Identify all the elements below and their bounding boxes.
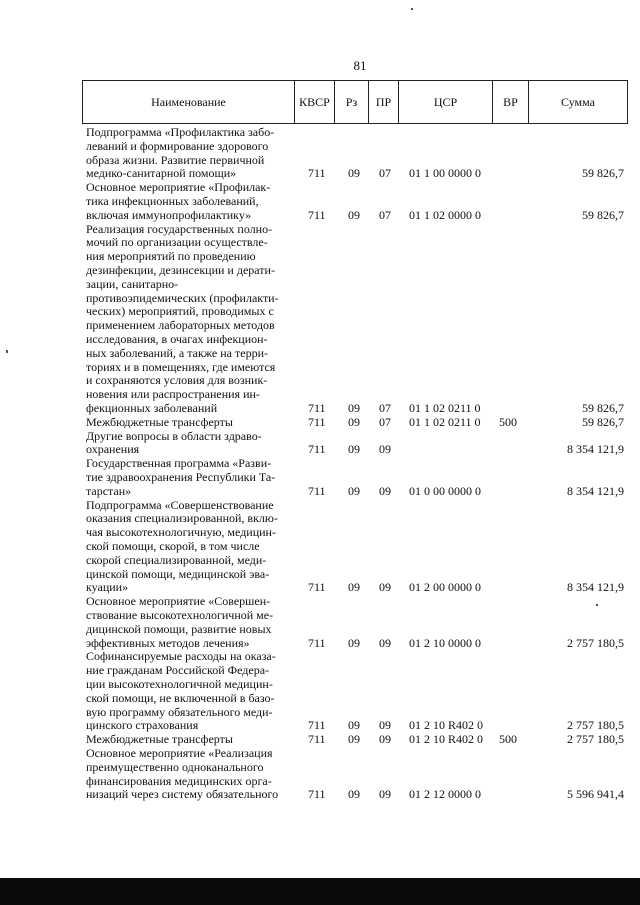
row-pr: 09 — [379, 580, 391, 595]
row-name-line: противоэпидемических (профилакти- — [86, 290, 279, 305]
row-kvsr: 711 — [308, 414, 326, 429]
row-sum: 59 826,7 — [582, 166, 624, 181]
row-sum: 59 826,7 — [582, 207, 624, 222]
row-name-line: ториях и в помещениях, где имеются — [86, 359, 276, 374]
row-name-line: ние гражданам Российской Федера- — [86, 663, 270, 678]
row-kvsr: 711 — [308, 580, 326, 595]
row-name-line: Реализация государственных полно- — [86, 221, 273, 236]
row-name-line: Основное мероприятие «Профилак- — [86, 180, 271, 195]
row-sum: 2 757 180,5 — [567, 732, 624, 747]
row-name-line: эффективных методов лечения» — [86, 635, 250, 650]
row-name-line: включая иммунопрофилактику» — [86, 207, 252, 222]
row-rz: 09 — [348, 483, 360, 498]
table-row — [86, 457, 626, 498]
row-rz: 09 — [348, 580, 360, 595]
row-name-line: Подпрограмма «Профилактика забо- — [86, 125, 275, 139]
row-csr: 01 2 00 0000 0 — [409, 580, 481, 595]
row-name — [86, 457, 289, 498]
row-kvsr: 711 — [308, 732, 326, 747]
row-name — [86, 181, 289, 222]
table-row — [86, 181, 626, 222]
header-kvsr: КВСР — [295, 81, 335, 123]
scan-border — [0, 878, 640, 905]
row-csr: 01 1 00 0000 0 — [409, 166, 481, 181]
row-name-line: куации» — [86, 580, 129, 595]
row-kvsr: 711 — [308, 400, 326, 415]
row-pr: 07 — [379, 207, 391, 222]
row-name-line: фекционных заболеваний — [86, 400, 218, 415]
table-row — [86, 223, 626, 416]
row-name-line: ческих) мероприятий, проводимых с — [86, 304, 274, 319]
row-pr: 07 — [379, 414, 391, 429]
table-row — [86, 733, 626, 747]
row-pr: 09 — [379, 635, 391, 650]
row-pr: 09 — [379, 732, 391, 747]
row-name-line: Государственная программа «Разви- — [86, 456, 272, 471]
table-row — [86, 430, 626, 458]
row-name-line: Межбюджетные трансферты — [86, 732, 233, 747]
row-pr: 09 — [379, 718, 391, 733]
row-kvsr: 711 — [308, 166, 326, 181]
row-name-line: тика инфекционных заболеваний, — [86, 193, 259, 208]
header-rz: Рз — [335, 81, 369, 123]
row-name — [86, 650, 289, 733]
row-name-line: Другие вопросы в области здраво- — [86, 428, 262, 443]
table-row — [86, 499, 626, 596]
row-pr: 09 — [379, 483, 391, 498]
row-rz: 09 — [348, 732, 360, 747]
table-row — [86, 126, 626, 181]
row-rz: 09 — [348, 718, 360, 733]
page-number: 81 — [353, 58, 367, 73]
row-name-line: ствование высокотехнологичной ме- — [86, 607, 274, 622]
scan-speck — [6, 350, 8, 353]
row-name-line: ных заболеваний, а также на терри- — [86, 345, 268, 360]
row-name-line: тарстан» — [86, 483, 132, 498]
row-name-line: Софинансируемые расходы на оказа- — [86, 649, 276, 664]
row-rz: 09 — [348, 166, 360, 181]
row-name-line: преимущественно одноканального — [86, 759, 264, 774]
row-name-line: исследования, в очагах инфекцион- — [86, 331, 268, 346]
row-name — [86, 747, 289, 802]
row-name-line: тие здравоохранения Республики Та- — [86, 469, 276, 484]
row-rz: 09 — [348, 442, 360, 457]
row-name — [86, 416, 289, 430]
row-rz: 09 — [348, 414, 360, 429]
row-csr: 01 1 02 0211 0 — [409, 400, 481, 415]
row-name-line: новения или распространения ин- — [86, 387, 260, 402]
table-row — [86, 595, 626, 650]
row-csr: 01 2 12 0000 0 — [409, 787, 481, 802]
row-csr: 01 1 02 0000 0 — [409, 207, 481, 222]
row-name-line: зации, санитарно- — [86, 276, 179, 291]
row-pr: 09 — [379, 442, 391, 457]
row-name — [86, 595, 289, 650]
row-rz: 09 — [348, 207, 360, 222]
row-kvsr: 711 — [308, 787, 326, 802]
row-sum: 59 826,7 — [582, 414, 624, 429]
header-sum: Сумма — [561, 94, 595, 109]
header-vr: ВР — [493, 81, 529, 123]
scan-speck — [596, 604, 598, 606]
row-rz: 09 — [348, 400, 360, 415]
row-csr: 01 2 10 R402 0 — [409, 732, 484, 747]
row-pr: 07 — [379, 166, 391, 181]
row-kvsr: 711 — [308, 442, 326, 457]
header-csr: ЦСР — [399, 81, 493, 123]
row-csr: 01 2 10 R402 0 — [409, 718, 484, 733]
header-pr: ПР — [369, 81, 399, 123]
row-csr: 01 0 00 0000 0 — [409, 483, 481, 498]
row-name-line: вую программу обязательного меди- — [86, 704, 273, 719]
row-rz: 09 — [348, 787, 360, 802]
row-name-line: и сохраняются условия для возник- — [86, 373, 268, 388]
row-name — [86, 733, 289, 747]
row-kvsr: 711 — [308, 635, 326, 650]
row-pr: 09 — [379, 787, 391, 802]
row-name-line: ции высокотехнологичной медицин- — [86, 676, 273, 691]
row-vr: 500 — [499, 732, 517, 747]
row-pr: 07 — [379, 400, 391, 415]
row-sum: 2 757 180,5 — [567, 635, 624, 650]
row-name-line: низаций через систему обязательного — [86, 787, 279, 802]
row-name-line: применением лабораторных методов — [86, 318, 275, 333]
row-name-line: Основное мероприятие «Реализация — [86, 746, 273, 760]
row-name-line: ния мероприятий по проведению — [86, 249, 256, 264]
table-row — [86, 416, 626, 430]
row-sum: 8 354 121,9 — [567, 483, 624, 498]
row-vr: 500 — [499, 414, 517, 429]
row-name-line: медико-санитарной помощи» — [86, 166, 237, 181]
row-name — [86, 499, 289, 596]
row-sum: 5 596 941,4 — [567, 787, 624, 802]
row-sum: 8 354 121,9 — [567, 580, 624, 595]
row-sum: 2 757 180,5 — [567, 718, 624, 733]
row-name-line: ской помощи, скорой, в том числе — [86, 538, 260, 553]
row-name-line: Межбюджетные трансферты — [86, 414, 233, 429]
row-sum: 8 354 121,9 — [567, 442, 624, 457]
row-name-line: мочий по организации осуществле- — [86, 235, 268, 250]
row-name-line: цинской помощи, медицинской эва- — [86, 566, 270, 581]
row-name-line: Основное мероприятие «Совершен- — [86, 594, 271, 609]
row-csr: 01 2 10 0000 0 — [409, 635, 481, 650]
row-name-line: дезинфекции, дезинсекции и дерати- — [86, 262, 275, 277]
row-name-line: леваний и формирование здорового — [86, 138, 269, 153]
row-kvsr: 711 — [308, 718, 326, 733]
row-name-line: скорой специализированной, меди- — [86, 552, 267, 567]
table-row — [86, 747, 626, 802]
row-name-line: цинского страхования — [86, 718, 199, 733]
row-name-line: финансирования медицинских орга- — [86, 773, 272, 788]
row-name-line: оказания специализированной, вклю- — [86, 511, 278, 526]
row-kvsr: 711 — [308, 207, 326, 222]
row-name-line: дицинской помощи, развитие новых — [86, 621, 272, 636]
table-row — [86, 650, 626, 733]
row-name-line: Подпрограмма «Совершенствование — [86, 497, 274, 512]
table-header — [82, 80, 628, 124]
row-name-line: чая высокотехнологичную, медицин- — [86, 525, 276, 540]
row-name-line: охранения — [86, 442, 140, 457]
row-name-line: ской помощи, не включенной в базо- — [86, 690, 275, 705]
row-kvsr: 711 — [308, 483, 326, 498]
header-name: Наименование — [83, 81, 295, 123]
row-rz: 09 — [348, 635, 360, 650]
row-name — [86, 223, 289, 416]
row-csr: 01 1 02 0211 0 — [409, 414, 481, 429]
row-name — [86, 126, 289, 181]
row-name — [86, 430, 289, 458]
row-name-line: образа жизни. Развитие первичной — [86, 152, 265, 167]
scan-speck — [411, 8, 413, 10]
row-sum: 59 826,7 — [582, 400, 624, 415]
